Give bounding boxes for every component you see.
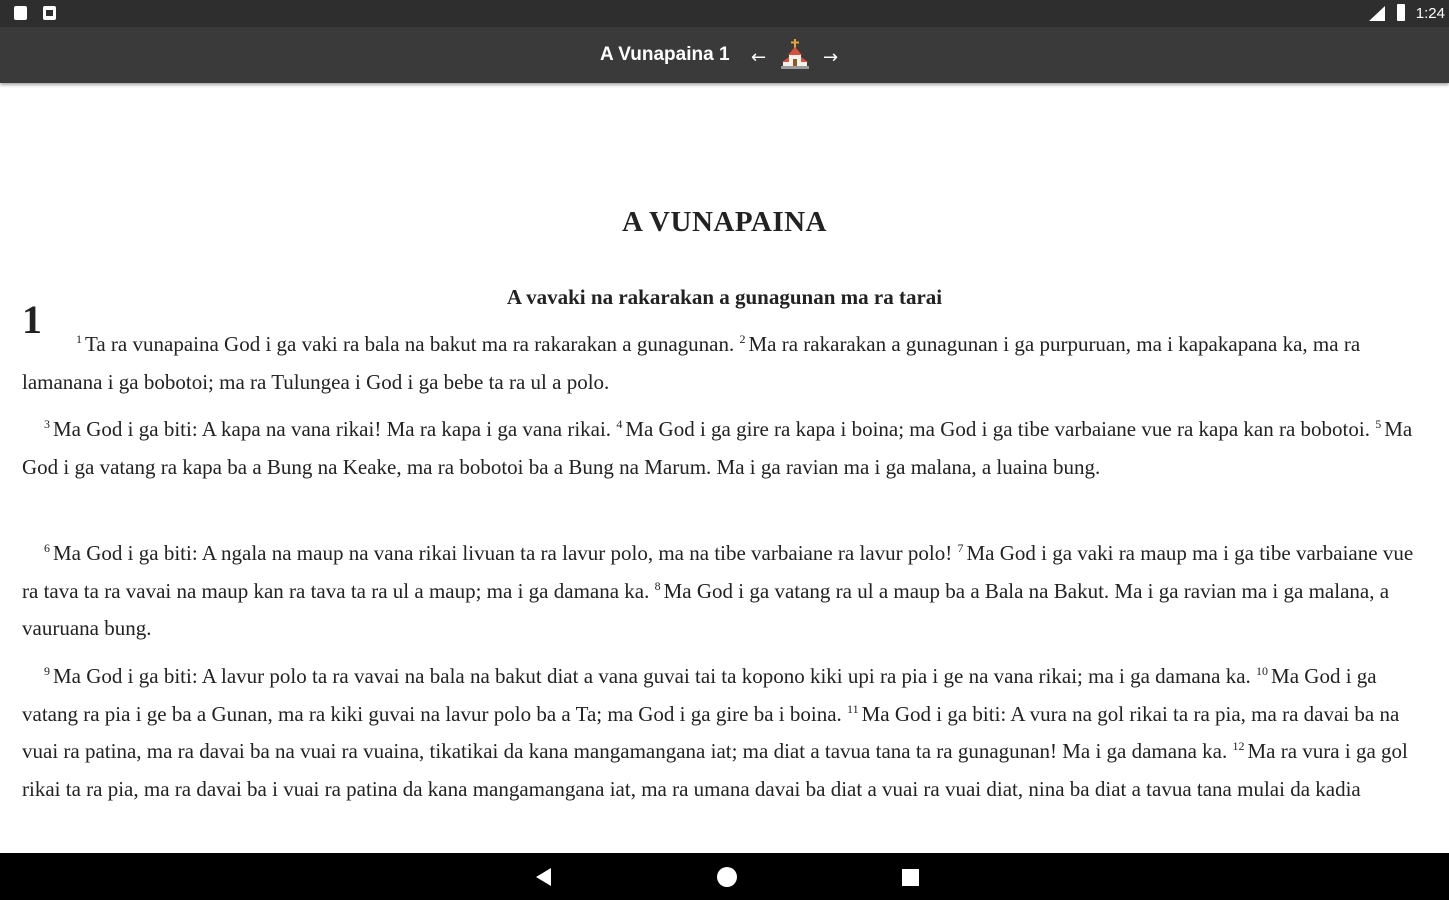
paragraph <box>22 326 1426 401</box>
verse-number: 8 <box>654 578 661 593</box>
paragraph <box>22 535 1426 648</box>
previous-chapter-arrow-icon[interactable]: ← <box>750 46 767 68</box>
sd-card-icon <box>14 6 27 20</box>
verse-number: 4 <box>616 417 623 431</box>
verse-number: 6 <box>44 541 50 555</box>
verse-number: 1 <box>76 332 82 346</box>
home-button[interactable] <box>717 867 737 887</box>
next-chapter-arrow-icon[interactable]: → <box>822 46 839 68</box>
toolbar-center <box>600 27 846 83</box>
verse-text: Ma God i ga gire ra kapa i boina; ma God i ga tibe varbaiane vue ra kapa kan ra bobotoi. <box>625 417 1376 441</box>
paragraph <box>22 658 1426 808</box>
church-icon[interactable] <box>780 38 810 72</box>
verse-text: Ma God i ga vatang ra pia i ge ba a Gunan, ma ra kiki guvai na lavur polo ba a Ta; ma God i ga gire ba i boina. <box>22 664 1377 726</box>
verse-number: 11 <box>847 701 859 716</box>
verse-text: Ma God i ga vaki ra maup ma i ga tibe varbaiane vue ra tava ta ra vavai na maup kan ra tava ta ra ul a maup; ma i ga damana ka. <box>22 541 1414 603</box>
paragraph <box>22 411 1426 486</box>
verse-number: 9 <box>44 664 50 678</box>
status-bar <box>0 0 1449 27</box>
recents-button[interactable] <box>902 869 919 886</box>
verse-text: Ma God i ga biti: A kapa na vana rikai! Ma ra kapa i ga vana rikai. <box>53 417 617 441</box>
verse-number: 3 <box>44 417 50 431</box>
system-nav-bar <box>0 853 1449 900</box>
battery-icon <box>1397 4 1405 21</box>
verse-text: Ta ra vunapaina God i ga vaki ra bala na bakut ma ra rakarakan a gunagunan. <box>85 332 740 356</box>
app-toolbar <box>0 27 1449 83</box>
verse-number: 5 <box>1375 417 1382 431</box>
verse-text: Ma God i ga vatang ra kapa ba a Bung na Keake, ma ra bobotoi ba a Bung na Marum. Ma i ga ravian ma i ga malana, a luaina bung. <box>22 417 1413 479</box>
chapter-number: 1 <box>22 297 42 342</box>
book-chapter-selector[interactable]: A Vunapaina 1 <box>600 44 730 65</box>
verse-text: Ma God i ga biti: A ngala na maup na vana rikai livuan ta ra lavur polo, ma na tibe varbaiane ra lavur polo! <box>53 541 958 565</box>
status-time: 1:24 <box>1415 5 1445 22</box>
verse-text: Ma God i ga vatang ra ul a maup ba a Bala na Bakut. Ma i ga ravian ma i ga malana, a vauruana bung. <box>22 578 1390 640</box>
back-button[interactable] <box>536 868 551 886</box>
verse-number: 2 <box>739 332 746 346</box>
verse-text: Ma ra rakarakan a gunagunan i ga purpuruan, ma i kapakapana ka, ma ra lamanana i ga bobotoi; ma ra Tulungea i God i ga bebe ta ra ul a polo. <box>22 332 1361 394</box>
book-heading: A VUNAPAINA <box>621 206 828 238</box>
scripture-content[interactable] <box>0 83 1449 853</box>
section-heading: A vavaki na rakarakan a gunagunan ma ra tarai <box>506 285 943 309</box>
signal-icon <box>1369 6 1385 21</box>
verse-number: 12 <box>1232 739 1245 753</box>
notification-icon <box>43 6 56 20</box>
verse-number: 10 <box>1256 664 1269 678</box>
verse-text: Ma God i ga biti: A vura na gol rikai ta ra pia, ma ra davai ba na vuai ra patina, ma ra davai ba na vuai ra vuaina, tikatikai da kana mangamangana iat; ma diat a tavua tana ta ra gunagunan! Ma i ga damana ka. <box>22 701 1400 763</box>
verse-text: Ma ra vura i ga gol rikai ta ra pia, ma ra davai ba i vuai ra patina da kana mangamangana iat, ma ra umana davai ba diat a vuai ra vuai diat, nina ba diat a tavua tana mulai da kadia <box>22 739 1408 801</box>
verse-text: Ma God i ga biti: A lavur polo ta ra vavai na bala na bakut diat a vana guvai tai ta kopono kiki upi ra pia i ge na vana rikai; ma i ga damana ka. <box>53 664 1257 688</box>
verse-number: 7 <box>957 541 964 555</box>
